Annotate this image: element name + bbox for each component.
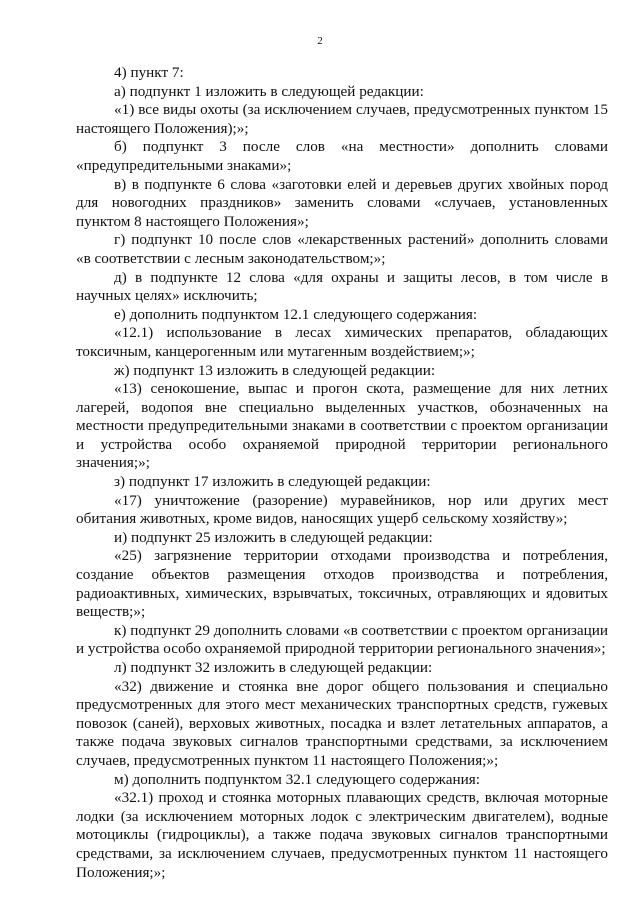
paragraph: г) подпункт 10 после слов «лекарственных растений» дополнить словами «в соответствии с лесным законодательством;»;: [76, 231, 608, 267]
paragraph: к) подпункт 29 дополнить словами «в соответствии с проектом организации и устройства особо охраняемой природной территории регионального значения»;: [76, 621, 608, 658]
document-body: [76, 64, 608, 882]
paragraph: м) дополнить подпунктом 32.1 следующего содержания:: [114, 770, 480, 788]
paragraph: «13) сенокошение, выпас и прогон скота, размещение для них летних лагерей, водопоя вне специально выделенных участков, обозначенных на местности предупредительными знаками в соответствии с проектом организации и устройства особо охраняемой природной территории регионального значения;»;: [76, 380, 608, 472]
paragraph: б) подпункт 3 после слов «на местности» дополнить словами «предупредительными знаками»;: [76, 138, 608, 174]
page-number: 2: [317, 35, 323, 47]
paragraph: «25) загрязнение территории отходами производства и потребления, создание объектов размещения отходов производства и потребления, радиоактивных, химических, взрывчатых, токсичных, отравляющих и ядовитых веществ;»;: [76, 547, 608, 621]
paragraph: «32) движение и стоянка вне дорог общего пользования и специально предусмотренных для этого мест механических транспортных средств, гужевых повозок (саней), верховых животных, посадка и взлет летательных аппаратов, а также подача звуковых сигналов транспортными средствами, за исключением случаев, предусмотренных пунктом 11 настоящего Положения;»;: [76, 677, 608, 769]
paragraph: и) подпункт 25 изложить в следующей редакции:: [114, 528, 433, 546]
paragraph: «12.1) использование в лесах химических препаратов, обладающих токсичным, канцерогенным или мутагенным воздействием;»;: [76, 324, 608, 360]
paragraph: е) дополнить подпунктом 12.1 следующего содержания:: [114, 305, 478, 323]
paragraph: в) в подпункте 6 слова «заготовки елей и деревьев других хвойных пород для новогодних праздников» заменить словами «случаев, установленных пунктом 8 настоящего Положения»;: [76, 175, 608, 230]
paragraph: 4) пункт 7:: [114, 64, 184, 81]
paragraph: ж) подпункт 13 изложить в следующей редакции:: [114, 361, 436, 379]
paragraph: а) подпункт 1 изложить в следующей редакции:: [114, 82, 424, 100]
paragraph: л) подпункт 32 изложить в следующей редакции:: [114, 659, 433, 676]
paragraph: «1) все виды охоты (за исключением случаев, предусмотренных пунктом 15 настоящего Положения);»;: [76, 101, 608, 137]
paragraph: з) подпункт 17 изложить в следующей редакции:: [114, 473, 431, 491]
paragraph: «32.1) проход и стоянка моторных плавающих средств, включая моторные лодки (за исключением моторных лодок с электрическим двигателем), водные мотоциклы (гидроциклы), а также подача звуковых сигналов транспортными средствами, за исключением случаев, предусмотренных пунктом 11 настоящего Положения;»;: [76, 789, 608, 881]
paragraph: «17) уничтожение (разорение) муравейников, нор или других мест обитания животных, кроме видов, наносящих ущерб сельскому хозяйству»;: [76, 491, 608, 528]
paragraph: д) в подпункте 12 слова «для охраны и защиты лесов, в том числе в научных целях» исключить;: [76, 268, 608, 305]
